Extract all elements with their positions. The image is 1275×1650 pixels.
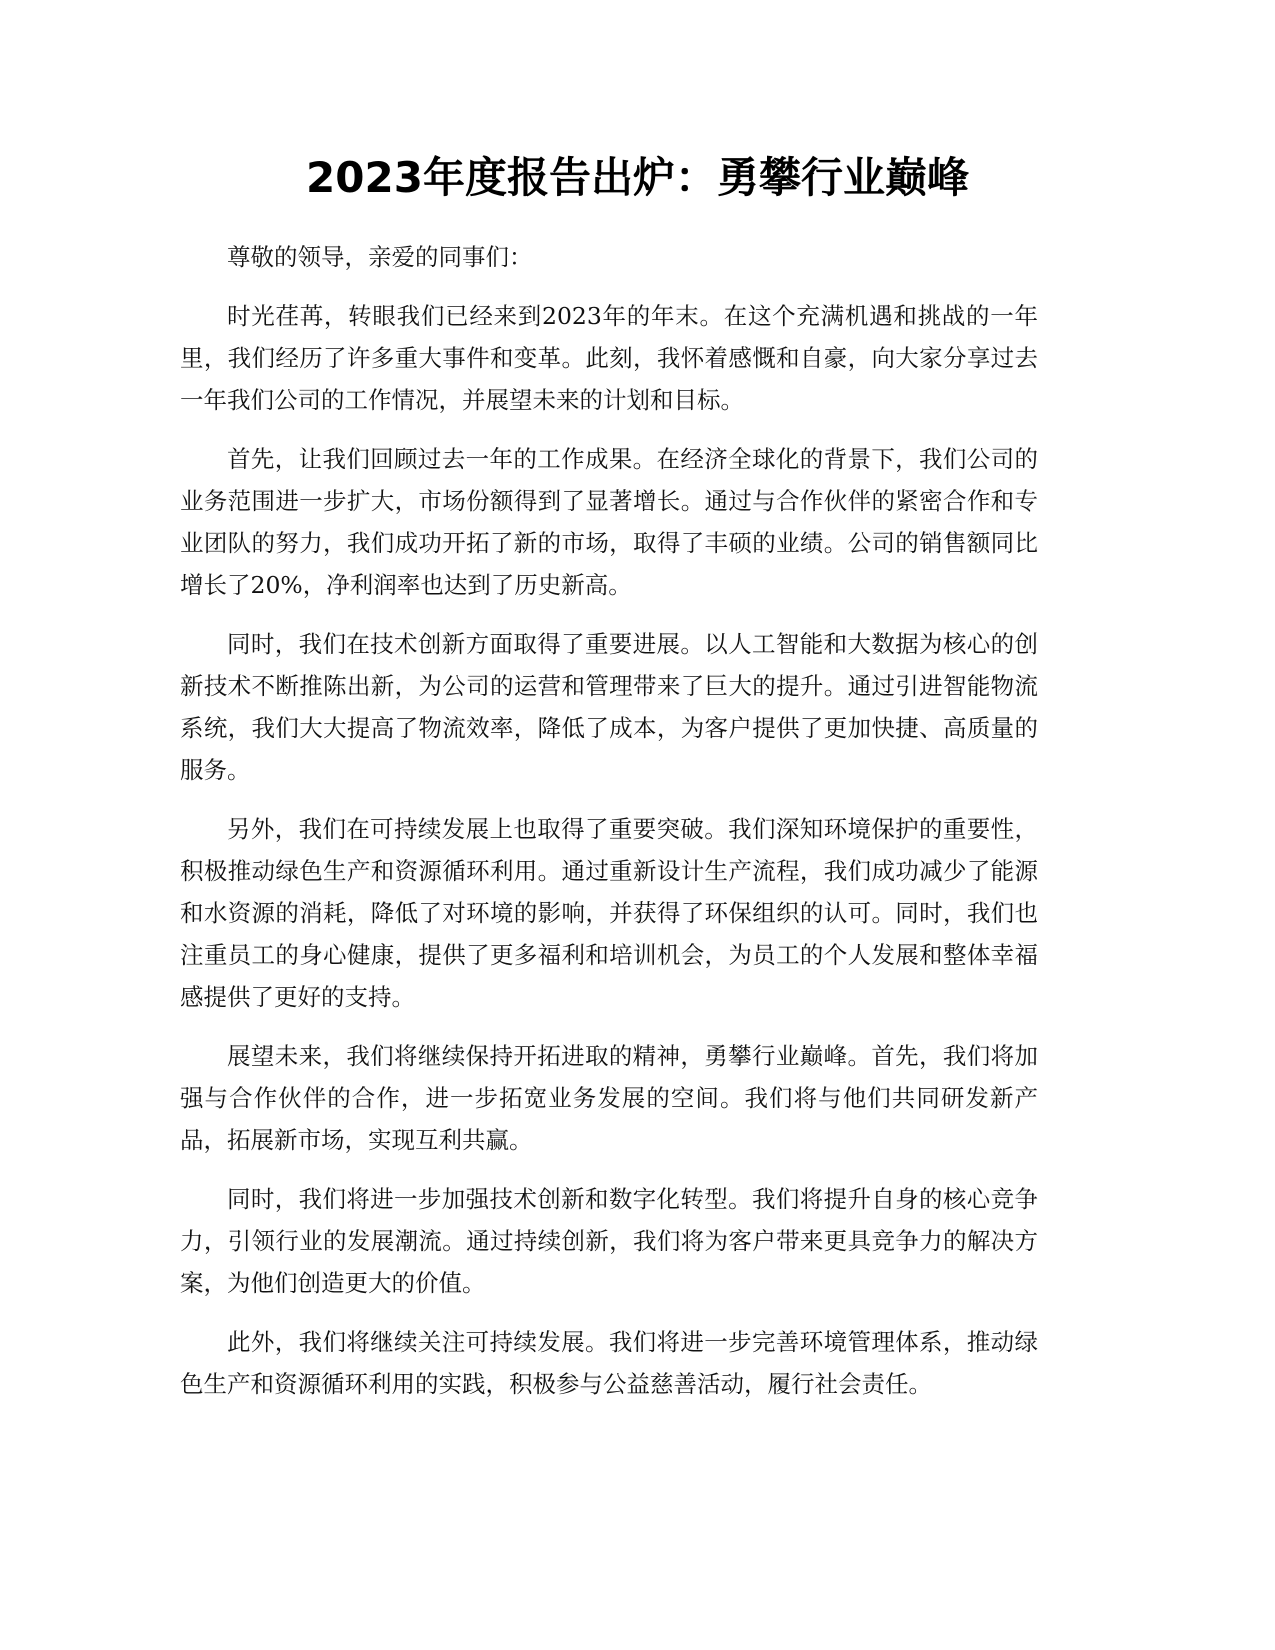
- document-title: 2023年度报告出炉：勇攀行业巅峰: [306, 153, 969, 202]
- paragraph-technology: 同时，我们在技术创新方面取得了重要进展。以人工智能和大数据为核心的创新技术不断推陈出新，为公司的运营和管理带来了巨大的提升。通过引进智能物流系统，我们大大提高了物流效率，降低了成本，为客户提供了更加快捷、高质量的服务。: [180, 630, 1038, 784]
- document-body: [180, 236, 1038, 1422]
- paragraph-outlook: 展望未来，我们将继续保持开拓进取的精神，勇攀行业巅峰。首先，我们将加强与合作伙伴的合作，进一步拓宽业务发展的空间。我们将与他们共同研发新产品，拓展新市场，实现互利共赢。: [180, 1042, 1038, 1154]
- paragraph-responsibility: 此外，我们将继续关注可持续发展。我们将进一步完善环境管理体系，推动绿色生产和资源循环利用的实践，积极参与公益慈善活动，履行社会责任。: [180, 1328, 1038, 1398]
- paragraph-innovation: 同时，我们将进一步加强技术创新和数字化转型。我们将提升自身的核心竞争力，引领行业的发展潮流。通过持续创新，我们将为客户带来更具竞争力的解决方案，为他们创造更大的价值。: [180, 1185, 1038, 1297]
- paragraph-salutation: 尊敬的领导，亲爱的同事们：: [227, 243, 533, 271]
- paragraph-intro: 时光荏苒，转眼我们已经来到2023年的年末。在这个充满机遇和挑战的一年里，我们经历了许多重大事件和变革。此刻，我怀着感慨和自豪，向大家分享过去一年我们公司的工作情况，并展望未来的计划和目标。: [180, 302, 1038, 414]
- paragraph-sustainability: 另外，我们在可持续发展上也取得了重要突破。我们深知环境保护的重要性，积极推动绿色生产和资源循环利用。通过重新设计生产流程，我们成功减少了能源和水资源的消耗，降低了对环境的影响，并获得了环保组织的认可。同时，我们也注重员工的身心健康，提供了更多福利和培训机会，为员工的个人发展和整体幸福感提供了更好的支持。: [180, 815, 1038, 1011]
- paragraph-achievements: 首先，让我们回顾过去一年的工作成果。在经济全球化的背景下，我们公司的业务范围进一步扩大，市场份额得到了显著增长。通过与合作伙伴的紧密合作和专业团队的努力，我们成功开拓了新的市场，取得了丰硕的业绩。公司的销售额同比增长了20%，净利润率也达到了历史新高。: [180, 445, 1038, 599]
